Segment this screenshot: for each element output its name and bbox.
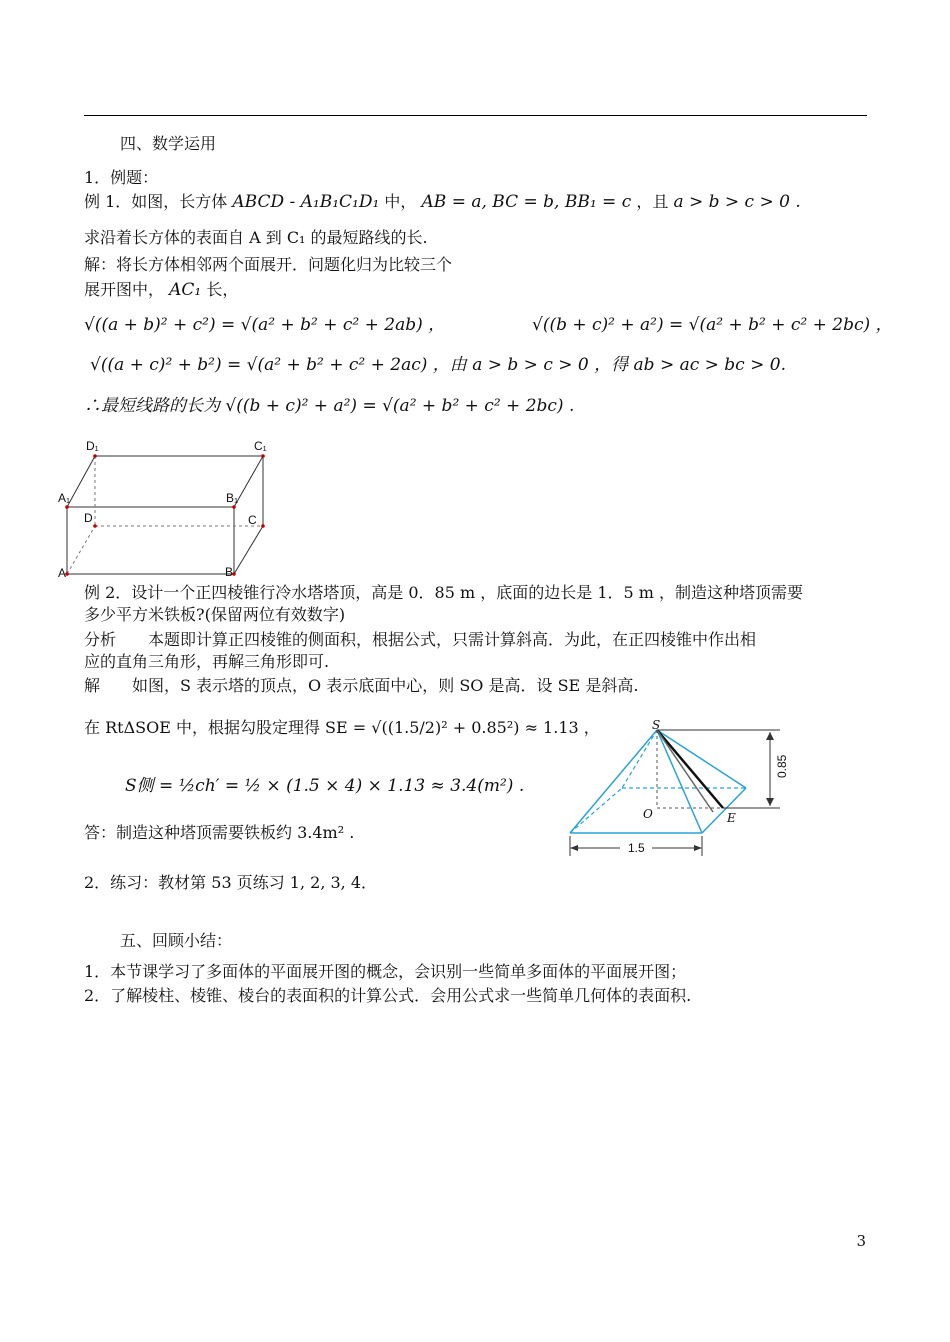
- ex1-conclusion: ∴最短线路的长为 √((b + c)² + a²) = √(a² + b² + c² + 2bc) .: [84, 396, 575, 416]
- formula-3: √((a + c)² + b²) = √(a² + b² + c² + 2ac) ，由 a > b > c > 0 ，得 ab > ac > bc > 0.: [90, 355, 786, 375]
- ex1-text-a: 例 1．如图，长方体: [84, 192, 228, 211]
- pyramid-label-height: 0.85: [775, 754, 789, 778]
- section4-title: 四、数学运用: [120, 134, 217, 153]
- header-rule: [84, 115, 867, 116]
- ex1-question: 求沿着长方体的表面自 A 到 C₁ 的最短路线的长.: [84, 228, 428, 247]
- label-D: D: [84, 511, 93, 525]
- ex1-solution-intro: 解：将长方体相邻两个面展开．问题化归为比较三个: [84, 255, 453, 274]
- label-D1: D₁: [86, 439, 99, 453]
- pyramid-label-O: O: [643, 807, 653, 821]
- ex2-solution-2: 在 RtΔSOE 中，根据勾股定理得 SE = √((1.5/2)² + 0.85²) ≈ 1.13 ，: [84, 718, 600, 737]
- ex1-compare-a: 展开图中，: [84, 280, 165, 299]
- ex1-compare: [84, 280, 238, 300]
- summary-1: 1．本节课学习了多面体的平面展开图的概念，会识别一些简单多面体的平面展开图；: [84, 962, 687, 981]
- cuboid-diagram: [50, 436, 290, 581]
- label-A1: A₁: [58, 491, 71, 505]
- pyramid-label-base: 1.5: [628, 841, 645, 855]
- ex2-solution-1: 解 如图，S 表示塔的顶点，O 表示底面中心，则 SO 是高．设 SE 是斜高.: [84, 676, 639, 695]
- pyramid-label-E: E: [727, 811, 736, 825]
- examples-heading: 1．例题：: [84, 168, 159, 187]
- ex1-text-c: ，且: [636, 192, 669, 211]
- ex2-statement-2: 多少平方米铁板?(保留两位有效数字): [84, 605, 346, 624]
- ex1-statement: [84, 192, 801, 212]
- section5-title: 五、回顾小结：: [120, 931, 233, 950]
- ex1-text-b: 中，: [384, 192, 417, 211]
- formula-2: √((b + c)² + a²) = √(a² + b² + c² + 2bc) ，: [532, 315, 893, 335]
- ex2-statement-1: 例 2．设计一个正四棱锥行冷水塔塔顶，高是 0．85 m ，底面的边长是 1．5 m ，制造这种塔顶需要: [84, 583, 804, 602]
- ex2-analysis-1: 分析 本题即计算正四棱锥的侧面积，根据公式，只需计算斜高．为此，在正四棱锥中作出相: [84, 630, 757, 649]
- label-C1: C₁: [254, 439, 267, 453]
- pyramid-diagram: [560, 718, 800, 863]
- ex1-ac1: AC₁: [169, 280, 202, 300]
- summary-2: 2．了解棱柱、棱锥、棱台的表面积的计算公式．会用公式求一些简单几何体的表面积.: [84, 986, 692, 1005]
- page-number: 3: [856, 1232, 866, 1250]
- label-A: A: [58, 566, 67, 580]
- label-B: B: [225, 565, 234, 579]
- ex2-solution-3: S侧 = ½ch′ = ½ × (1.5 × 4) × 1.13 ≈ 3.4(m²) .: [125, 776, 525, 796]
- ex2-analysis-2: 应的直角三角形，再解三角形即可.: [84, 652, 330, 671]
- practice-line: 2．练习：教材第 53 页练习 1, 2, 3, 4．: [84, 873, 378, 892]
- label-C: C: [248, 513, 257, 527]
- label-B1: B₁: [226, 491, 239, 505]
- ex1-givens: AB = a, BC = b, BB₁ = c: [421, 192, 632, 212]
- ex2-answer: 答：制造这种塔顶需要铁板约 3.4m² .: [84, 823, 355, 842]
- ex1-compare-b: 长，: [206, 280, 239, 299]
- ex1-box-name: ABCD - A₁B₁C₁D₁: [232, 192, 380, 212]
- pyramid-label-S: S: [652, 718, 661, 732]
- formula-1: √((a + b)² + c²) = √(a² + b² + c² + 2ab) ，: [84, 315, 446, 335]
- ex1-order: a > b > c > 0 .: [673, 192, 801, 212]
